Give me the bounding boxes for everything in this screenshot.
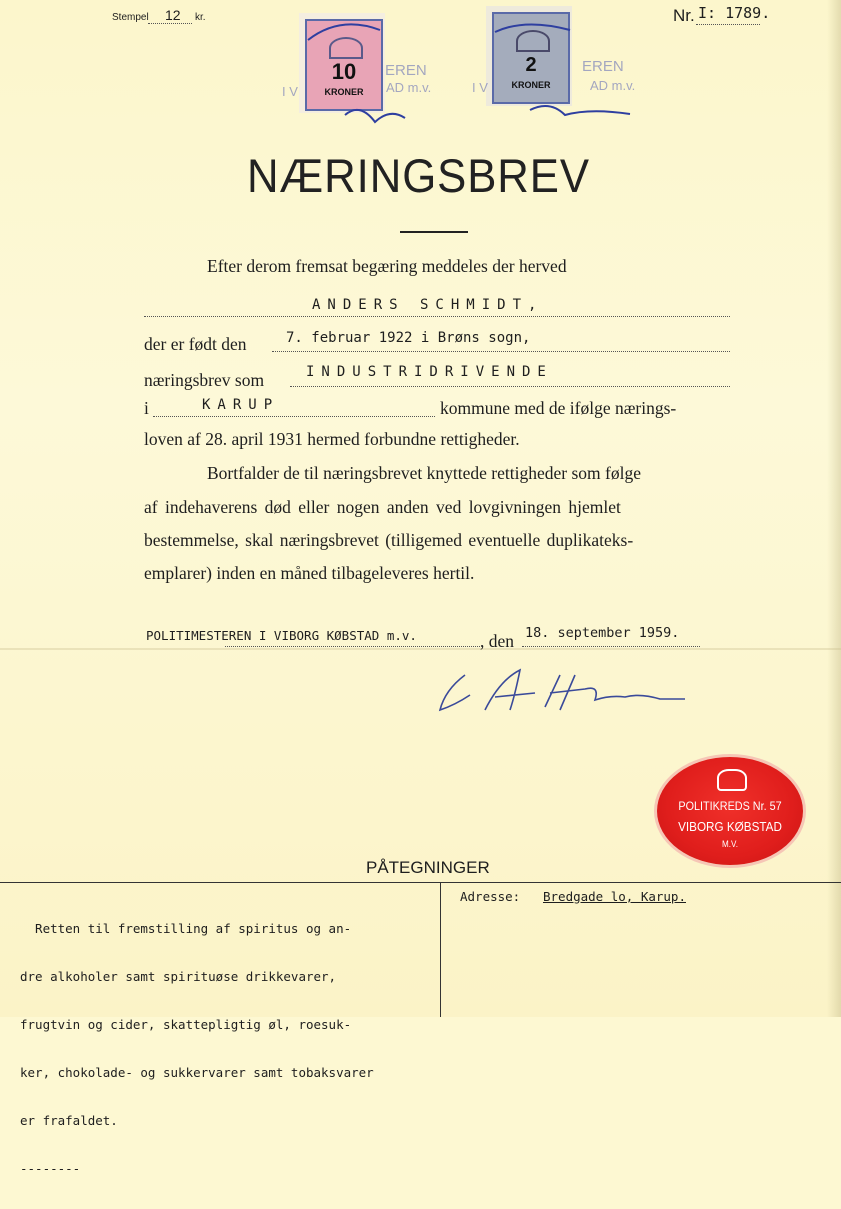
cancel-overprint: EREN [385, 62, 427, 79]
seal-line: M.V. [722, 839, 738, 849]
endorsements-heading: PÅTEGNINGER [366, 858, 490, 877]
endorsement-line: Retten til fremstilling af spiritus og an- [20, 921, 352, 936]
holder-name: ANDERS SCHMIDT, [312, 297, 544, 313]
handwritten-signature [425, 655, 705, 725]
municipality-prefix: i [144, 398, 149, 418]
trade-label: næringsbrev som [144, 370, 265, 390]
issue-date: 18. september 1959. [525, 625, 680, 641]
seal-line: VIBORG KØBSTAD [678, 819, 782, 834]
municipality-suffix: kommune med de ifølge nærings- [440, 398, 677, 418]
law-line: loven af 28. april 1931 hermed forbundne rettigheder. [144, 429, 520, 449]
cancel-overprint: I V [282, 84, 298, 99]
stempel-dots [148, 23, 192, 24]
endorsement-left [20, 889, 374, 1209]
crown-icon [717, 769, 747, 791]
endorsement-line: -------- [20, 1161, 81, 1176]
name-line [144, 316, 730, 317]
endorsement-line: ker, chokolade- og sukkervarer samt tobaksvarer [20, 1065, 374, 1080]
stamp-value: 10 [331, 59, 357, 84]
address-value: Bredgade lo, Karup. [543, 889, 686, 904]
kr-label: kr. [195, 12, 206, 23]
paragraph-line: emplarer) inden en måned tilbageleveres hertil. [144, 563, 475, 583]
born-label: der er født den [144, 334, 247, 354]
endorsements-divider [440, 882, 441, 1017]
stamp-unit: KRONER [324, 87, 364, 97]
address-label: Adresse: [460, 889, 521, 904]
intro-text: Efter derom fremsat begæring meddeles der herved [207, 256, 567, 276]
stempel-label: Stempel [112, 12, 149, 23]
cancel-overprint: AD m.v. [386, 80, 432, 95]
municipality-line [153, 416, 435, 417]
date-line [522, 646, 700, 647]
seal-line: POLITIKREDS Nr. 57 [678, 799, 782, 813]
pen-cancellation-marks [300, 10, 660, 140]
born-line [272, 351, 730, 352]
den-label: , den [480, 631, 515, 651]
born-value: 7. februar 1922 i Brøns sogn, [286, 330, 531, 346]
endorsement-line: er frafaldet. [20, 1113, 118, 1128]
paper-edge-shadow [827, 0, 841, 1017]
municipality-value: KARUP [202, 397, 280, 413]
paper-fold-line [0, 648, 841, 650]
stamp-value: 2 [525, 54, 537, 76]
issuing-authority: POLITIMESTEREN I VIBORG KØBSTAD m.v. [146, 628, 417, 643]
trade-line [290, 386, 730, 387]
nr-value: I: 1789. [698, 4, 771, 22]
cancel-overprint: AD m.v. [590, 78, 636, 93]
endorsement-line: dre alkoholer samt spirituøse drikkevarer, [20, 969, 337, 984]
endorsements-top-rule [0, 882, 841, 883]
paragraph-line: Bortfalder de til næringsbrevet knyttede rettigheder som følge [207, 463, 641, 483]
paragraph-line: bestemmelse, skal næringsbrevet (tilligemed eventuelle duplikateks- [144, 530, 634, 550]
endorsement-line: frugtvin og cider, skattepligtig øl, roesuk- [20, 1017, 352, 1032]
nr-label: Nr. [673, 6, 695, 25]
nr-dots [696, 24, 760, 25]
cancel-overprint: I V [472, 80, 488, 95]
stamp-unit: KRONER [511, 80, 551, 90]
cancel-overprint: EREN [582, 58, 624, 75]
paragraph-line: af indehaverens død eller nogen anden ved lovgivningen hjemlet [144, 497, 621, 517]
authority-line [225, 646, 480, 647]
title-rule [400, 231, 468, 233]
document-title: NÆRINGSBREV [247, 149, 590, 202]
trade-value: INDUSTRIDRIVENDE [306, 364, 553, 380]
stempel-value: 12 [165, 7, 181, 23]
police-district-seal [657, 757, 803, 865]
